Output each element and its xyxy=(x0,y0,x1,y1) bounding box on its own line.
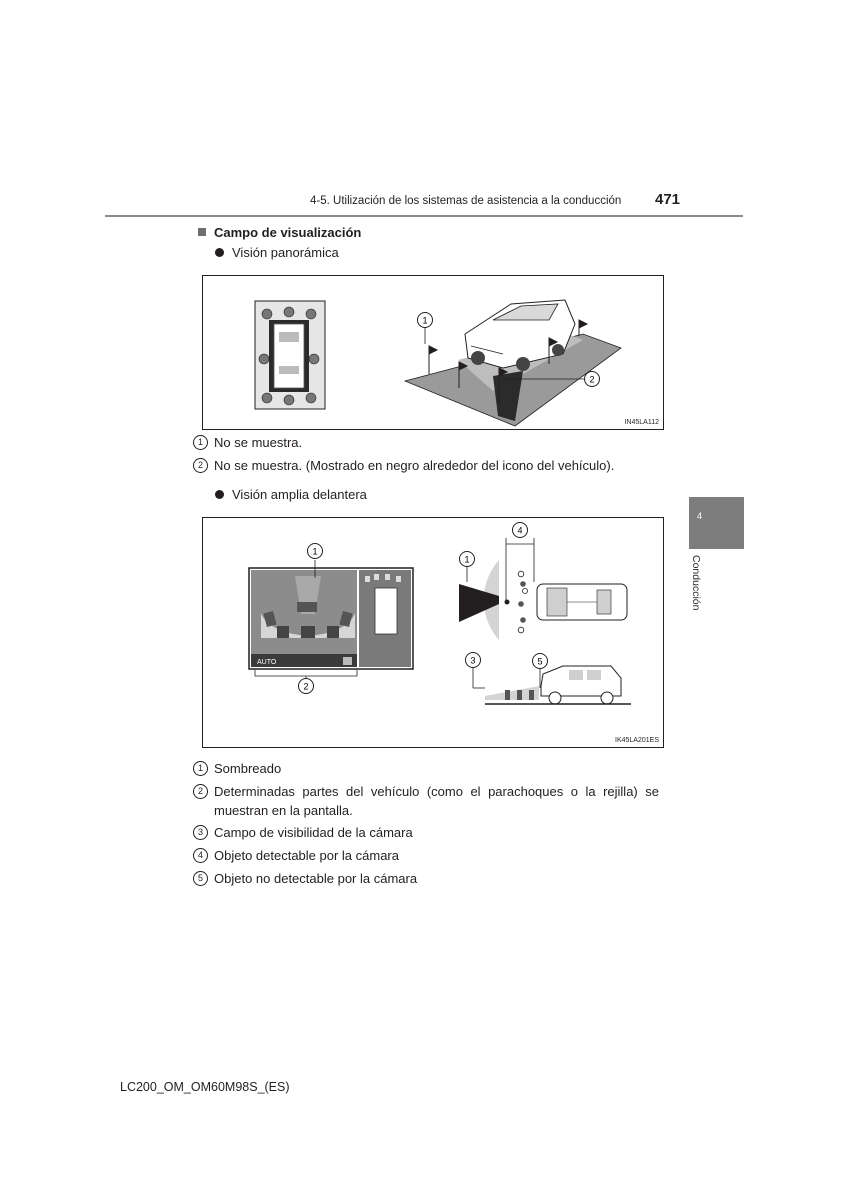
object-dots xyxy=(518,571,527,633)
chapter-label xyxy=(690,555,718,625)
suv-side xyxy=(541,666,621,704)
item-text: No se muestra. xyxy=(214,435,303,450)
callout-4-label: 4 xyxy=(517,525,523,536)
item-text: Objeto detectable por la cámara xyxy=(214,848,399,863)
suv-top xyxy=(537,584,627,620)
right-near-object xyxy=(327,626,339,638)
item-number: 3 xyxy=(193,825,208,840)
item-text: Objeto no detectable por la cámara xyxy=(214,871,418,886)
figure-wide-front xyxy=(202,517,664,748)
item-number: 1 xyxy=(193,761,208,776)
callout-5-label: 5 xyxy=(537,656,543,667)
callout-1b-label: 1 xyxy=(464,554,470,565)
section-title: 4-5. Utilización de los sistemas de asistencia a la conducción xyxy=(310,195,622,207)
item-text: Determinadas partes del vehículo (como el parachoques o la rejilla) se muestran en la pantalla. xyxy=(214,784,659,818)
square-bullet-icon xyxy=(198,228,206,236)
callout-1-label: 1 xyxy=(312,546,318,557)
front-object xyxy=(301,626,315,638)
panoramic-illustration xyxy=(203,276,663,429)
round-bullet-icon xyxy=(215,490,224,499)
item-text: Campo de visibilidad de la cámara xyxy=(214,825,413,840)
wide-front-illustration xyxy=(203,518,663,747)
bullet-panoramic xyxy=(215,245,339,260)
item-number: 5 xyxy=(193,871,208,886)
figure-id: IN45LA112 xyxy=(624,419,659,426)
chapter-tab[interactable] xyxy=(689,497,744,549)
section-heading-text: Campo de visualización xyxy=(214,225,362,240)
document-code: LC200_OM_OM60M98S_(ES) xyxy=(120,1080,290,1094)
round-bullet-icon xyxy=(215,248,224,257)
bullet-panoramic-text: Visión panorámica xyxy=(232,245,339,260)
section-heading xyxy=(198,225,361,240)
callout-2-label: 2 xyxy=(303,681,309,692)
item-text: Sombreado xyxy=(214,761,282,776)
figure-id: IK45LA201ES xyxy=(615,737,659,744)
item-number: 2 xyxy=(193,458,208,473)
item-number: 4 xyxy=(193,848,208,863)
vehicle-windshield xyxy=(279,332,299,342)
left-near-object xyxy=(277,626,289,638)
item-number: 1 xyxy=(193,435,208,450)
auto-label: AUTO xyxy=(257,659,277,666)
page-number: 471 xyxy=(655,191,681,208)
chapter-number: 4 xyxy=(697,511,703,521)
chapter-label-text: Conducción xyxy=(690,555,702,611)
bumper-center xyxy=(297,602,317,612)
item-number: 2 xyxy=(193,784,208,799)
bullet-wide-front-text: Visión amplia delantera xyxy=(232,487,367,502)
screen-button-icon xyxy=(343,657,352,665)
callout-2-label: 2 xyxy=(589,374,595,385)
item-text: No se muestra. (Mostrado en negro alrededor del icono del vehículo). xyxy=(214,458,615,473)
header-rule xyxy=(105,215,743,217)
bullet-wide-front xyxy=(215,487,367,502)
callout-3-label: 3 xyxy=(470,655,476,666)
callout-1-label: 1 xyxy=(422,315,428,326)
mini-vehicle xyxy=(375,588,397,634)
figure-panoramic xyxy=(202,275,664,430)
vehicle-rear-window xyxy=(279,366,299,374)
